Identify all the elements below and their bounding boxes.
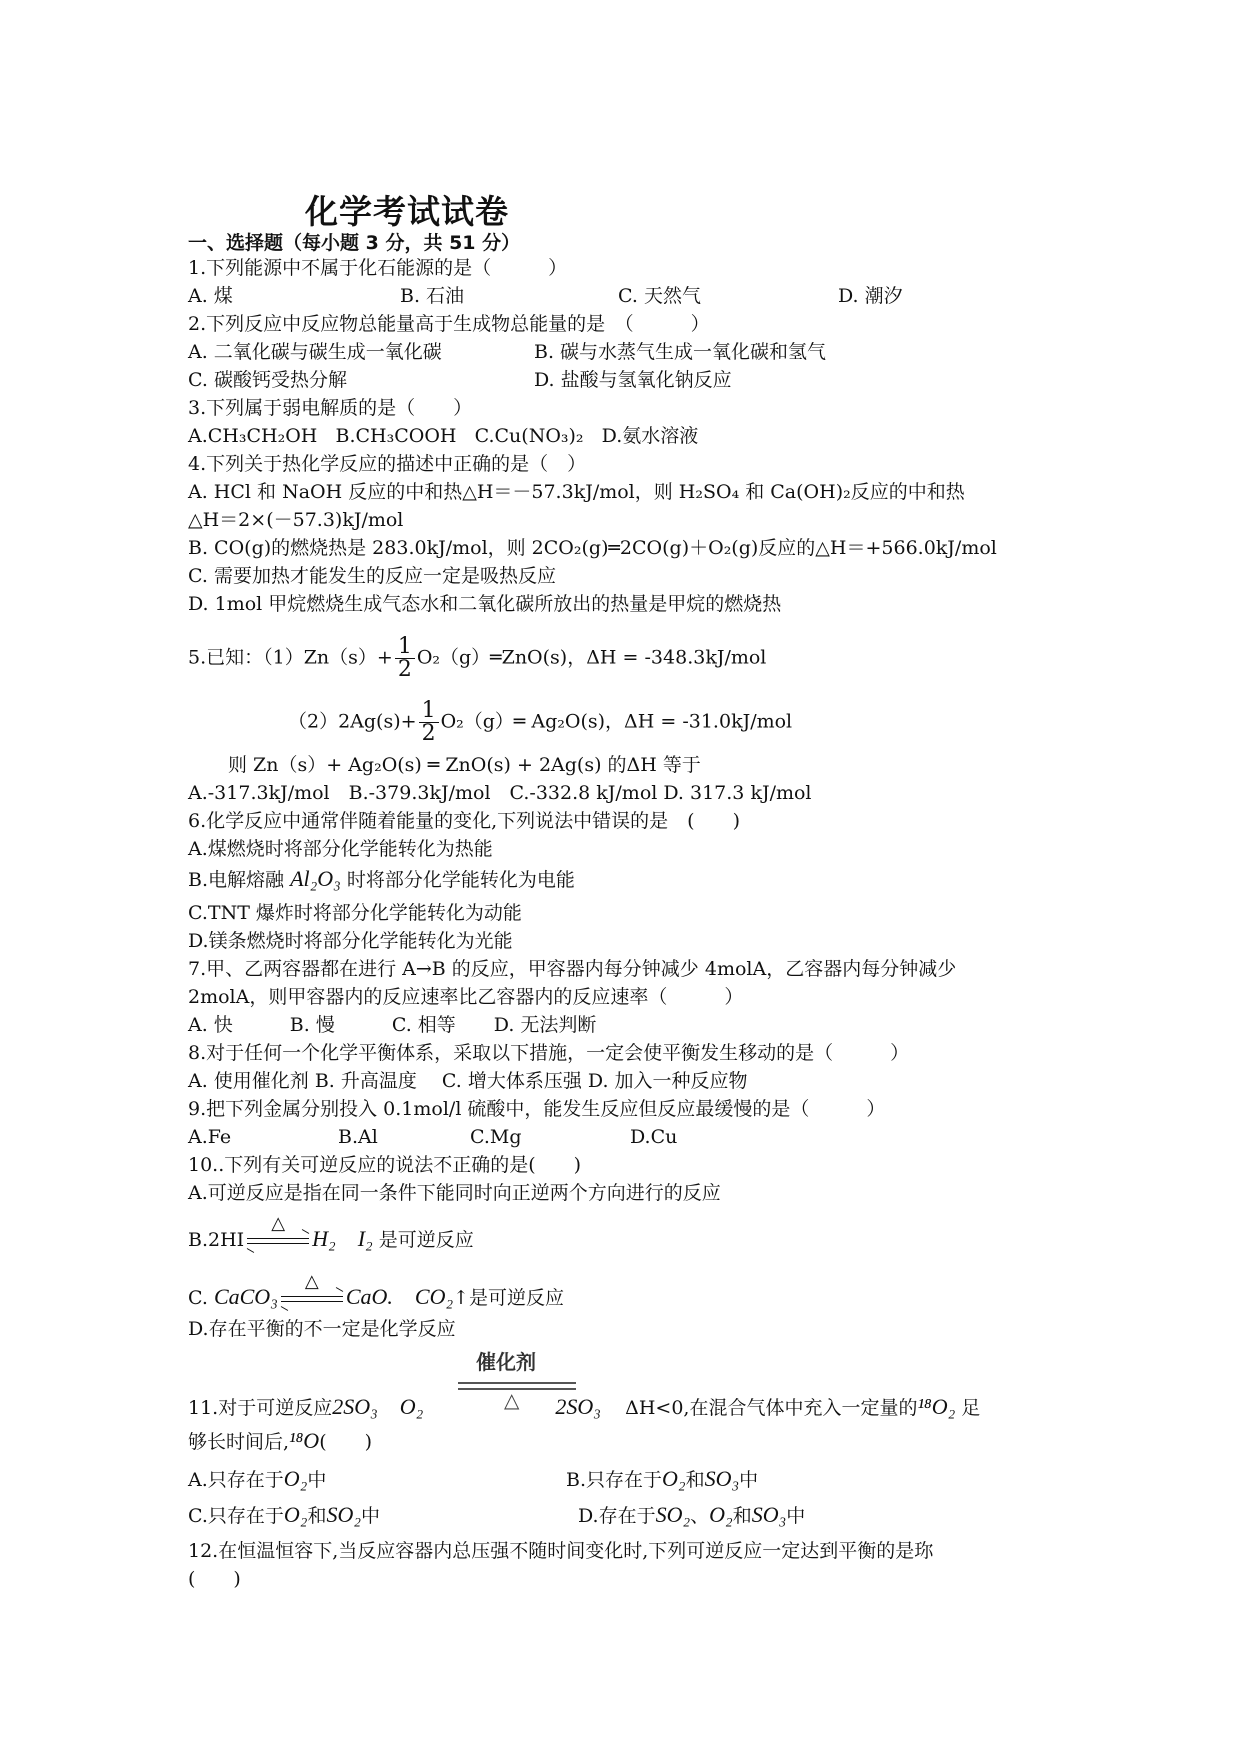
section-heading: 一、选择题（每小题 3 分，共 51 分） <box>188 232 521 254</box>
q10-option-d: D.存在平衡的不一定是化学反应 <box>188 1318 456 1340</box>
heat-triangle-icon: △ <box>504 1388 520 1412</box>
q11-option-c: C.只存在于O₂和SO₂中 <box>188 1502 381 1527</box>
q5-fraction-1: $\frac{1}{2}$ <box>395 636 415 681</box>
q3-option-d: D.氨水溶液 <box>601 425 699 447</box>
q9-option-c: C.Mg <box>470 1126 522 1148</box>
q1-stem: 1.下列能源中不属于化石能源的是（ ） <box>188 257 568 279</box>
q9-option-d: D.Cu <box>630 1126 678 1148</box>
q4-option-a-line2: △H＝2×(－57.3)kJ/mol <box>188 509 404 531</box>
q6-option-d: D.镁条燃烧时将部分化学能转化为光能 <box>188 930 513 952</box>
q6-option-a: A.煤燃烧时将部分化学能转化为热能 <box>188 838 493 860</box>
q3-option-c: C.Cu(NO₃)₂ <box>474 425 584 447</box>
q4-option-a-line1: A. HCl 和 NaOH 反应的中和热△H＝－57.3kJ/mol，则 H₂SO₄ 和 Ca(OH)₂反应的中和热 <box>188 481 965 503</box>
formula-caco3: CaCO₃ <box>213 1284 278 1309</box>
q3-options <box>188 423 698 449</box>
q11-option-a: A.只存在于O₂中 <box>188 1466 327 1491</box>
q1-option-c: C. 天然气 <box>618 285 701 307</box>
q1-option-d: D. 潮汐 <box>838 285 903 307</box>
formula-so3: 2SO₃ <box>555 1394 601 1419</box>
reversible-arrow: △ <box>281 1287 343 1311</box>
q6-stem: 6.化学反应中通常伴随着能量的变化,下列说法中错误的是 ( ) <box>188 810 740 832</box>
q10-option-c: C. CaCO₃ △ CaO. CO₂↑是可逆反应 <box>188 1271 565 1309</box>
reversible-arrow: △ <box>247 1229 309 1253</box>
q4-stem: 4.下列关于热化学反应的描述中正确的是（ ） <box>188 453 587 475</box>
formula-18o: ¹⁸O <box>289 1428 320 1453</box>
q8-options: A. 使用催化剂 B. 升高温度 C. 增大体系压强 D. 加入一种反应物 <box>188 1070 748 1092</box>
q5-options: A.-317.3kJ/mol B.-379.3kJ/mol C.-332.8 kJ/mol D. 317.3 kJ/mol <box>188 782 812 804</box>
q5-reaction-1 <box>188 636 766 681</box>
q4-option-c: C. 需要加热才能发生的反应一定是吸热反应 <box>188 565 556 587</box>
q9-option-a: A.Fe <box>188 1126 232 1148</box>
q2-option-b: B. 碳与水蒸气生成一氧化碳和氢气 <box>534 341 827 363</box>
q5-prefix: 5.已知：（1）Zn（s）+ <box>188 646 393 669</box>
formula-h2-i2: H₂ I₂ <box>312 1226 373 1251</box>
q6-option-c: C.TNT 爆炸时将部分化学能转化为动能 <box>188 902 522 924</box>
q11-option-d: D.存在于SO₂、O₂和SO₃中 <box>578 1502 806 1527</box>
q5-reaction-2 <box>288 700 792 745</box>
q5-reaction-1-rest: O₂（g）═ZnO(s)，ΔH = -348.3kJ/mol <box>416 646 767 669</box>
catalyst-label: 催化剂 <box>476 1350 536 1374</box>
q7-stem-line2: 2molA，则甲容器内的反应速率比乙容器内的反应速率（ ） <box>188 986 744 1008</box>
q2-stem: 2.下列反应中反应物总能量高于生成物总能量的是 （ ） <box>188 313 710 335</box>
formula-so3-o2: 2SO₃ O₂ <box>332 1394 424 1419</box>
q10-stem: 10..下列有关可逆反应的说法不正确的是( ) <box>188 1154 582 1176</box>
q2-option-c: C. 碳酸钙受热分解 <box>188 369 347 391</box>
q11-stem-line1: 11.对于可逆反应2SO₃ O₂ 2SO₃ ΔH<0,在混合气体中充入一定量的¹⁸O₂ 足 <box>188 1394 981 1419</box>
page-title: 化学考试试卷 <box>305 192 509 231</box>
q1-option-a: A. 煤 <box>188 285 233 307</box>
q11-option-b: B.只存在于O₂和SO₃中 <box>566 1466 759 1491</box>
q3-option-a: A.CH₃CH₂OH <box>188 425 318 447</box>
q2-option-d: D. 盐酸与氢氧化钠反应 <box>534 369 732 391</box>
q7-stem-line1: 7.甲、乙两容器都在进行 A→B 的反应，甲容器内每分钟减少 4molA，乙容器内每分钟减少 <box>188 958 957 980</box>
q2-option-a: A. 二氧化碳与碳生成一氧化碳 <box>188 341 442 363</box>
q8-stem: 8.对于任何一个化学平衡体系，采取以下措施，一定会使平衡发生移动的是（ ） <box>188 1042 910 1064</box>
q1-option-b: B. 石油 <box>400 285 465 307</box>
formula-cao-co2: CaO. CO₂ <box>345 1284 454 1309</box>
q6-option-b: B.电解熔融 Al₂O₃ 时将部分化学能转化为电能 <box>188 866 575 891</box>
q10-option-b: B.2HI △ H₂ I₂ 是可逆反应 <box>188 1213 474 1251</box>
q5-reaction-2-rest: O₂（g）═ Ag₂O(s)，ΔH = -31.0kJ/mol <box>440 710 793 733</box>
q10-option-a: A.可逆反应是指在同一条件下能同时向正逆两个方向进行的反应 <box>188 1182 721 1204</box>
q5-fraction-2: $\frac{1}{2}$ <box>419 700 439 745</box>
q5-ask: 则 Zn（s）+ Ag₂O(s) ═ ZnO(s) + 2Ag(s) 的ΔH 等于 <box>228 754 701 776</box>
q9-option-b: B.Al <box>338 1126 378 1148</box>
q7-options: A. 快 B. 慢 C. 相等 D. 无法判断 <box>188 1014 597 1036</box>
q3-option-b: B.CH₃COOH <box>335 425 457 447</box>
q5-r2-prefix: （2）2Ag(s)+ <box>288 710 417 733</box>
formula-18o2: ¹⁸O₂ <box>917 1394 956 1419</box>
q12-stem: 12.在恒温恒容下,当反应容器内总压强不随时间变化时,下列可逆反应一定达到平衡的是珎 <box>188 1540 934 1562</box>
q4-option-d: D. 1mol 甲烷燃烧生成气态水和二氧化碳所放出的热量是甲烷的燃烧热 <box>188 593 782 615</box>
q9-stem: 9.把下列金属分别投入 0.1mol/l 硫酸中，能发生反应但反应最缓慢的是（ ） <box>188 1098 886 1120</box>
q11-stem-line2: 够长时间后,¹⁸O( ) <box>188 1428 373 1453</box>
q12-blank: ( ) <box>188 1568 241 1590</box>
q4-option-b: B. CO(g)的燃烧热是 283.0kJ/mol，则 2CO₂(g)═2CO(g)＋O₂(g)反应的△H＝+566.0kJ/mol <box>188 537 997 559</box>
formula-al2o3: Al₂O₃ <box>290 866 341 891</box>
q3-stem: 3.下列属于弱电解质的是（ ） <box>188 397 473 419</box>
